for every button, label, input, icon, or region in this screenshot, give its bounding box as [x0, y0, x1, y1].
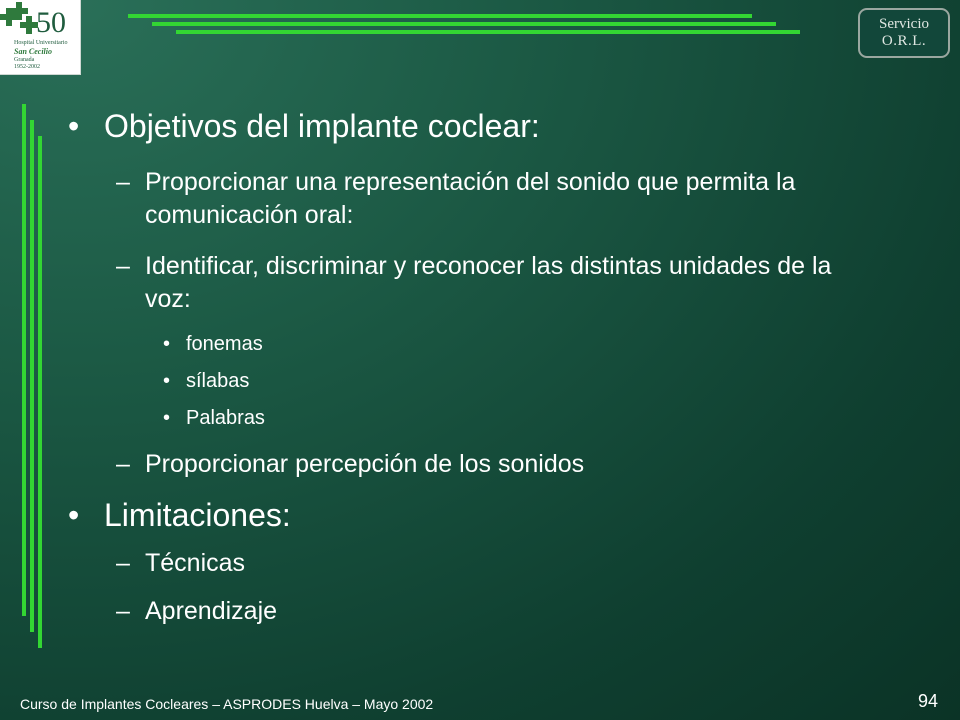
- left-rail: [30, 120, 34, 632]
- logo-line2: San Cecilio: [14, 47, 53, 56]
- footer-text: Curso de Implantes Cocleares – ASPRODES Huelva – Mayo 2002: [20, 696, 434, 712]
- dash-mark: –: [116, 597, 130, 625]
- bullet-text: Objetivos del implante coclear:: [104, 108, 540, 144]
- badge-line2: O.R.L.: [881, 33, 927, 49]
- sub-bullet-text: Técnicas: [145, 549, 246, 577]
- dash-mark: –: [116, 450, 130, 478]
- page-number: 94: [918, 691, 939, 711]
- header-rule: [128, 14, 752, 18]
- logo-number: 50: [36, 6, 66, 39]
- bullet-mark: •: [163, 407, 171, 429]
- sub-bullet-text: Identificar, discriminar y reconocer las distintas unidades de la voz:: [145, 252, 832, 313]
- sub-bullet-text: Proporcionar percepción de los sonidos: [145, 450, 585, 478]
- bullet-text: Limitaciones:: [104, 497, 291, 533]
- hospital-logo: [0, 0, 80, 74]
- badge-line1: Servicio: [879, 16, 929, 32]
- left-rail: [38, 136, 42, 648]
- left-rail: [22, 104, 26, 616]
- service-badge: [858, 8, 950, 58]
- dash-mark: –: [116, 168, 130, 196]
- dash-mark: –: [116, 549, 130, 577]
- sub-bullet-text: Aprendizaje: [145, 597, 278, 625]
- bullet-mark: •: [163, 333, 171, 355]
- logo-line4: 1952-2002: [14, 64, 40, 70]
- sub-sub-bullet-text: sílabas: [186, 370, 250, 392]
- logo-line1: Hospital Universitario: [14, 40, 68, 46]
- bullet-mark: •: [163, 370, 171, 392]
- bullet-mark: •: [68, 108, 80, 144]
- logo-line3: Granada: [14, 57, 35, 63]
- sub-bullet-text: Proporcionar una representación del sonido que permita la comunicación oral:: [145, 168, 796, 229]
- sub-sub-bullet-text: fonemas: [186, 333, 263, 355]
- cross-icon: [0, 0, 80, 74]
- dash-mark: –: [116, 252, 130, 280]
- header-rule: [152, 22, 776, 26]
- bullet-mark: •: [68, 497, 80, 533]
- sub-sub-bullet-text: Palabras: [186, 407, 265, 429]
- header-rule: [176, 30, 800, 34]
